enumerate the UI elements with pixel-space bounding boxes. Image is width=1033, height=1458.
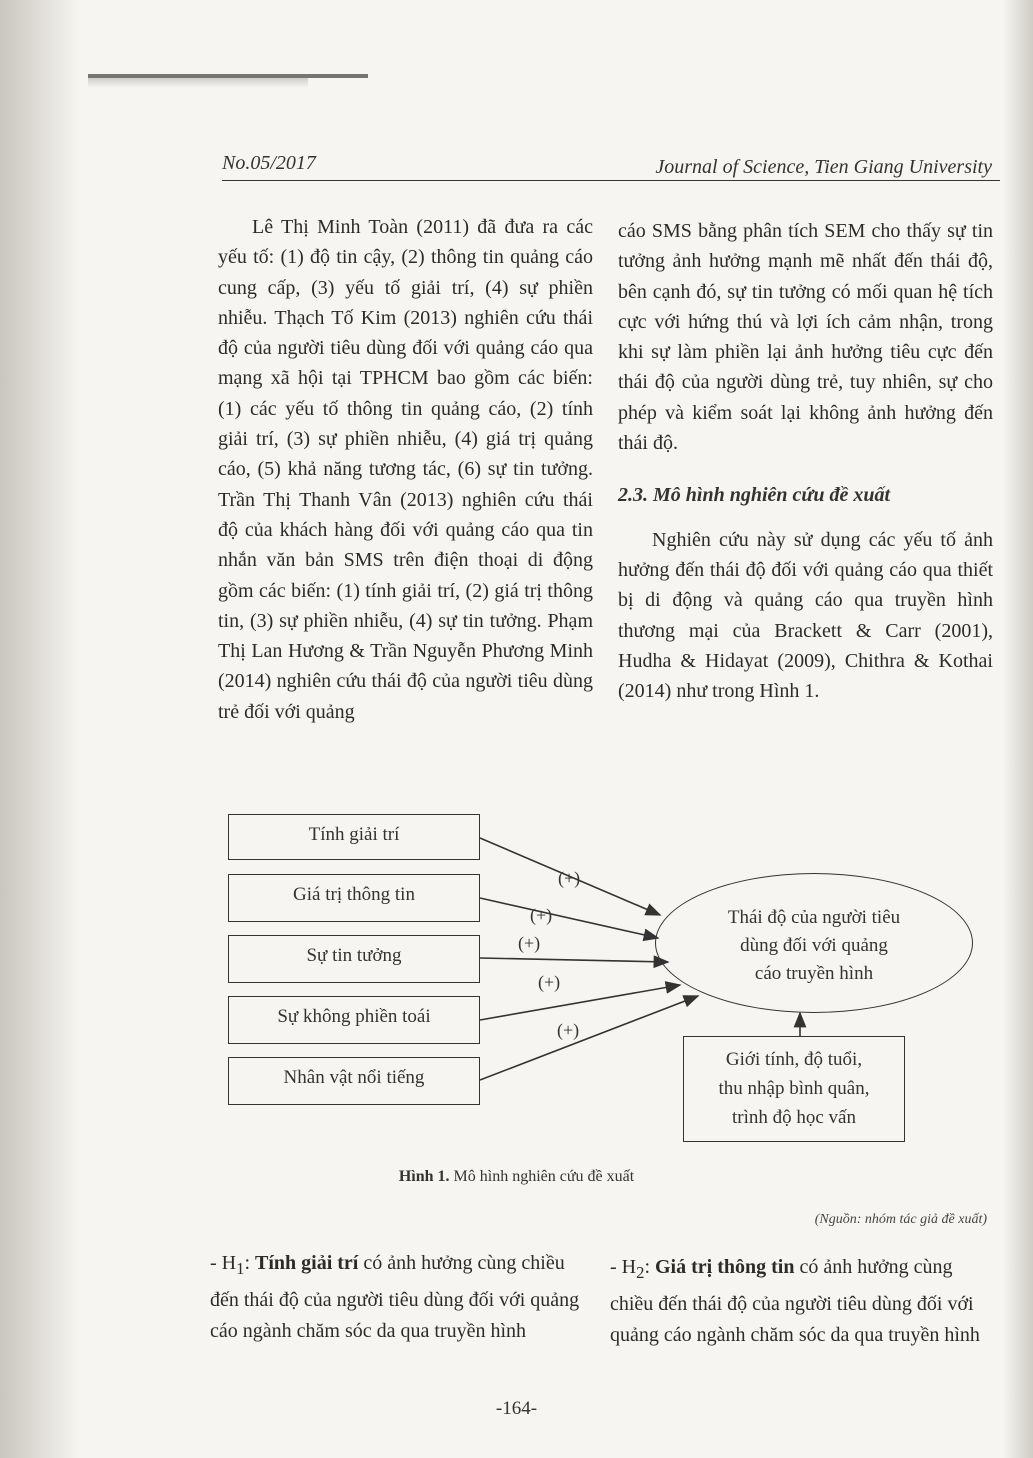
control-variables-box bbox=[683, 1036, 905, 1142]
h2-colon: : bbox=[644, 1256, 655, 1278]
hypothesis-2 bbox=[610, 1252, 990, 1352]
sign-3: (+) bbox=[518, 933, 541, 953]
sign-2: (+) bbox=[530, 905, 553, 925]
h2-subscript: 2 bbox=[636, 1263, 645, 1282]
caption-label: Hình 1. bbox=[398, 1168, 450, 1185]
factor-box-1 bbox=[228, 814, 480, 860]
journal-name: Journal of Science, Tien Giang University bbox=[655, 156, 992, 178]
h2-prefix: - H bbox=[610, 1256, 637, 1278]
outcome-line-1: Thái độ của người tiêu bbox=[727, 907, 901, 928]
outcome-line-2: dùng đối với quảng bbox=[740, 935, 888, 956]
factor-label-3: Sự tin tưởng bbox=[306, 945, 402, 966]
right-paragraph-1: cáo SMS bằng phân tích SEM cho thấy sự tin tưởng ảnh hưởng mạnh mẽ nhất đến thái độ, bên cạnh đó, sự tin tưởng có mối quan hệ tích cực với hứng thú và lợi ích cảm nhận, trong khi sự làm phiền lại ảnh hưởng tiêu cực đến thái độ của người dùng trẻ, tuy nhiên, sự cho phép và kiểm soát lại không ảnh hưởng đến thái độ. bbox=[618, 220, 993, 455]
sign-5: (+) bbox=[557, 1020, 580, 1040]
hypothesis-1-text bbox=[210, 1248, 590, 1348]
figure-caption bbox=[0, 1168, 1033, 1186]
caption-text: Mô hình nghiên cứu đề xuất bbox=[453, 1168, 635, 1185]
sign-1: (+) bbox=[558, 868, 581, 888]
outcome-line-3: cáo truyền hình bbox=[754, 963, 874, 984]
section-title: 2.3. Mô hình nghiên cứu đề xuất bbox=[618, 484, 891, 507]
left-paragraph: Lê Thị Minh Toàn (2011) đã đưa ra các yếu tố: (1) độ tin cậy, (2) thông tin quảng cáo cung cấp, (3) yếu tố giải trí, (4) sự phiền nhiễu. Thạch Tố Kim (2013) nghiên cứu thái độ của người tiêu dùng đối với quảng cáo qua mạng xã hội tại TPHCM bao gồm các biến: (1) các yếu tố thông tin quảng cáo, (2) tính giải trí, (3) sự phiền nhiễu, (4) giá trị quảng cáo, (5) khả năng tương tác, (6) sự tin tưởng. Trần Thị Thanh Vân (2013) nghiên cứu thái độ của khách hàng đối với quảng cáo qua tin nhắn văn bản SMS trên điện thoại di động gồm các biến: (1) tính giải trí, (2) giá trị thông tin, (3) sự phiền nhiễu, (4) sự tin tưởng. Phạm Thị Lan Hương & Trần Nguyễn Phương Minh (2014) nghiên cứu thái độ của người tiêu dùng trẻ đối với quảng bbox=[218, 216, 593, 723]
figure-source: (Nguồn: nhóm tác giả đề xuất) bbox=[814, 1212, 987, 1227]
hypothesis-1 bbox=[210, 1248, 590, 1348]
factor-label-2: Giá trị thông tin bbox=[293, 884, 415, 905]
outcome-ellipse bbox=[655, 873, 973, 1013]
h1-prefix: - H bbox=[210, 1252, 237, 1274]
factor-label-4: Sự không phiền toái bbox=[277, 1006, 431, 1027]
h2-variable: Giá trị thông tin bbox=[655, 1256, 795, 1278]
arrow-factor-3 bbox=[480, 958, 668, 962]
control-line-2: thu nhập bình quân, bbox=[718, 1078, 870, 1099]
h2-statement: có ảnh hưởng cùng chiều đến thái độ của người tiêu dùng đối với quảng cáo ngành chăm sóc da qua truyền hình bbox=[610, 1256, 980, 1346]
factor-label-5: Nhân vật nổi tiếng bbox=[283, 1067, 425, 1088]
factor-label-1: Tính giải trí bbox=[308, 824, 400, 845]
factor-box-5 bbox=[228, 1057, 480, 1105]
h1-variable: Tính giải trí bbox=[255, 1252, 359, 1274]
factor-box-4 bbox=[228, 996, 480, 1044]
right-paragraph-2: Nghiên cứu này sử dụng các yếu tố ảnh hưởng đến thái độ đối với quảng cáo qua thiết bị di động và quảng cáo qua truyền hình thương mại của Brackett & Carr (2001), Hudha & Hidayat (2009), Chithra & Kothai (2014) như trong Hình 1. bbox=[618, 528, 993, 703]
arrow-factor-5 bbox=[480, 996, 698, 1080]
arrow-factor-2 bbox=[480, 898, 658, 938]
hypothesis-2-text bbox=[610, 1252, 990, 1352]
control-line-1: Giới tính, độ tuổi, bbox=[725, 1049, 863, 1070]
control-line-3: trình độ học vấn bbox=[731, 1107, 856, 1128]
h1-colon: : bbox=[244, 1252, 255, 1274]
page-number: -164- bbox=[495, 1398, 538, 1419]
sign-4: (+) bbox=[538, 972, 561, 992]
h1-statement: có ảnh hưởng cùng chiều đến thái độ của người tiêu dùng đối với quảng cáo ngành chăm sóc da qua truyền hình bbox=[210, 1252, 580, 1342]
factor-box-3 bbox=[228, 935, 480, 983]
factor-box-2 bbox=[228, 874, 480, 922]
h1-subscript: 1 bbox=[236, 1259, 245, 1278]
issue-number: No.05/2017 bbox=[222, 152, 316, 174]
